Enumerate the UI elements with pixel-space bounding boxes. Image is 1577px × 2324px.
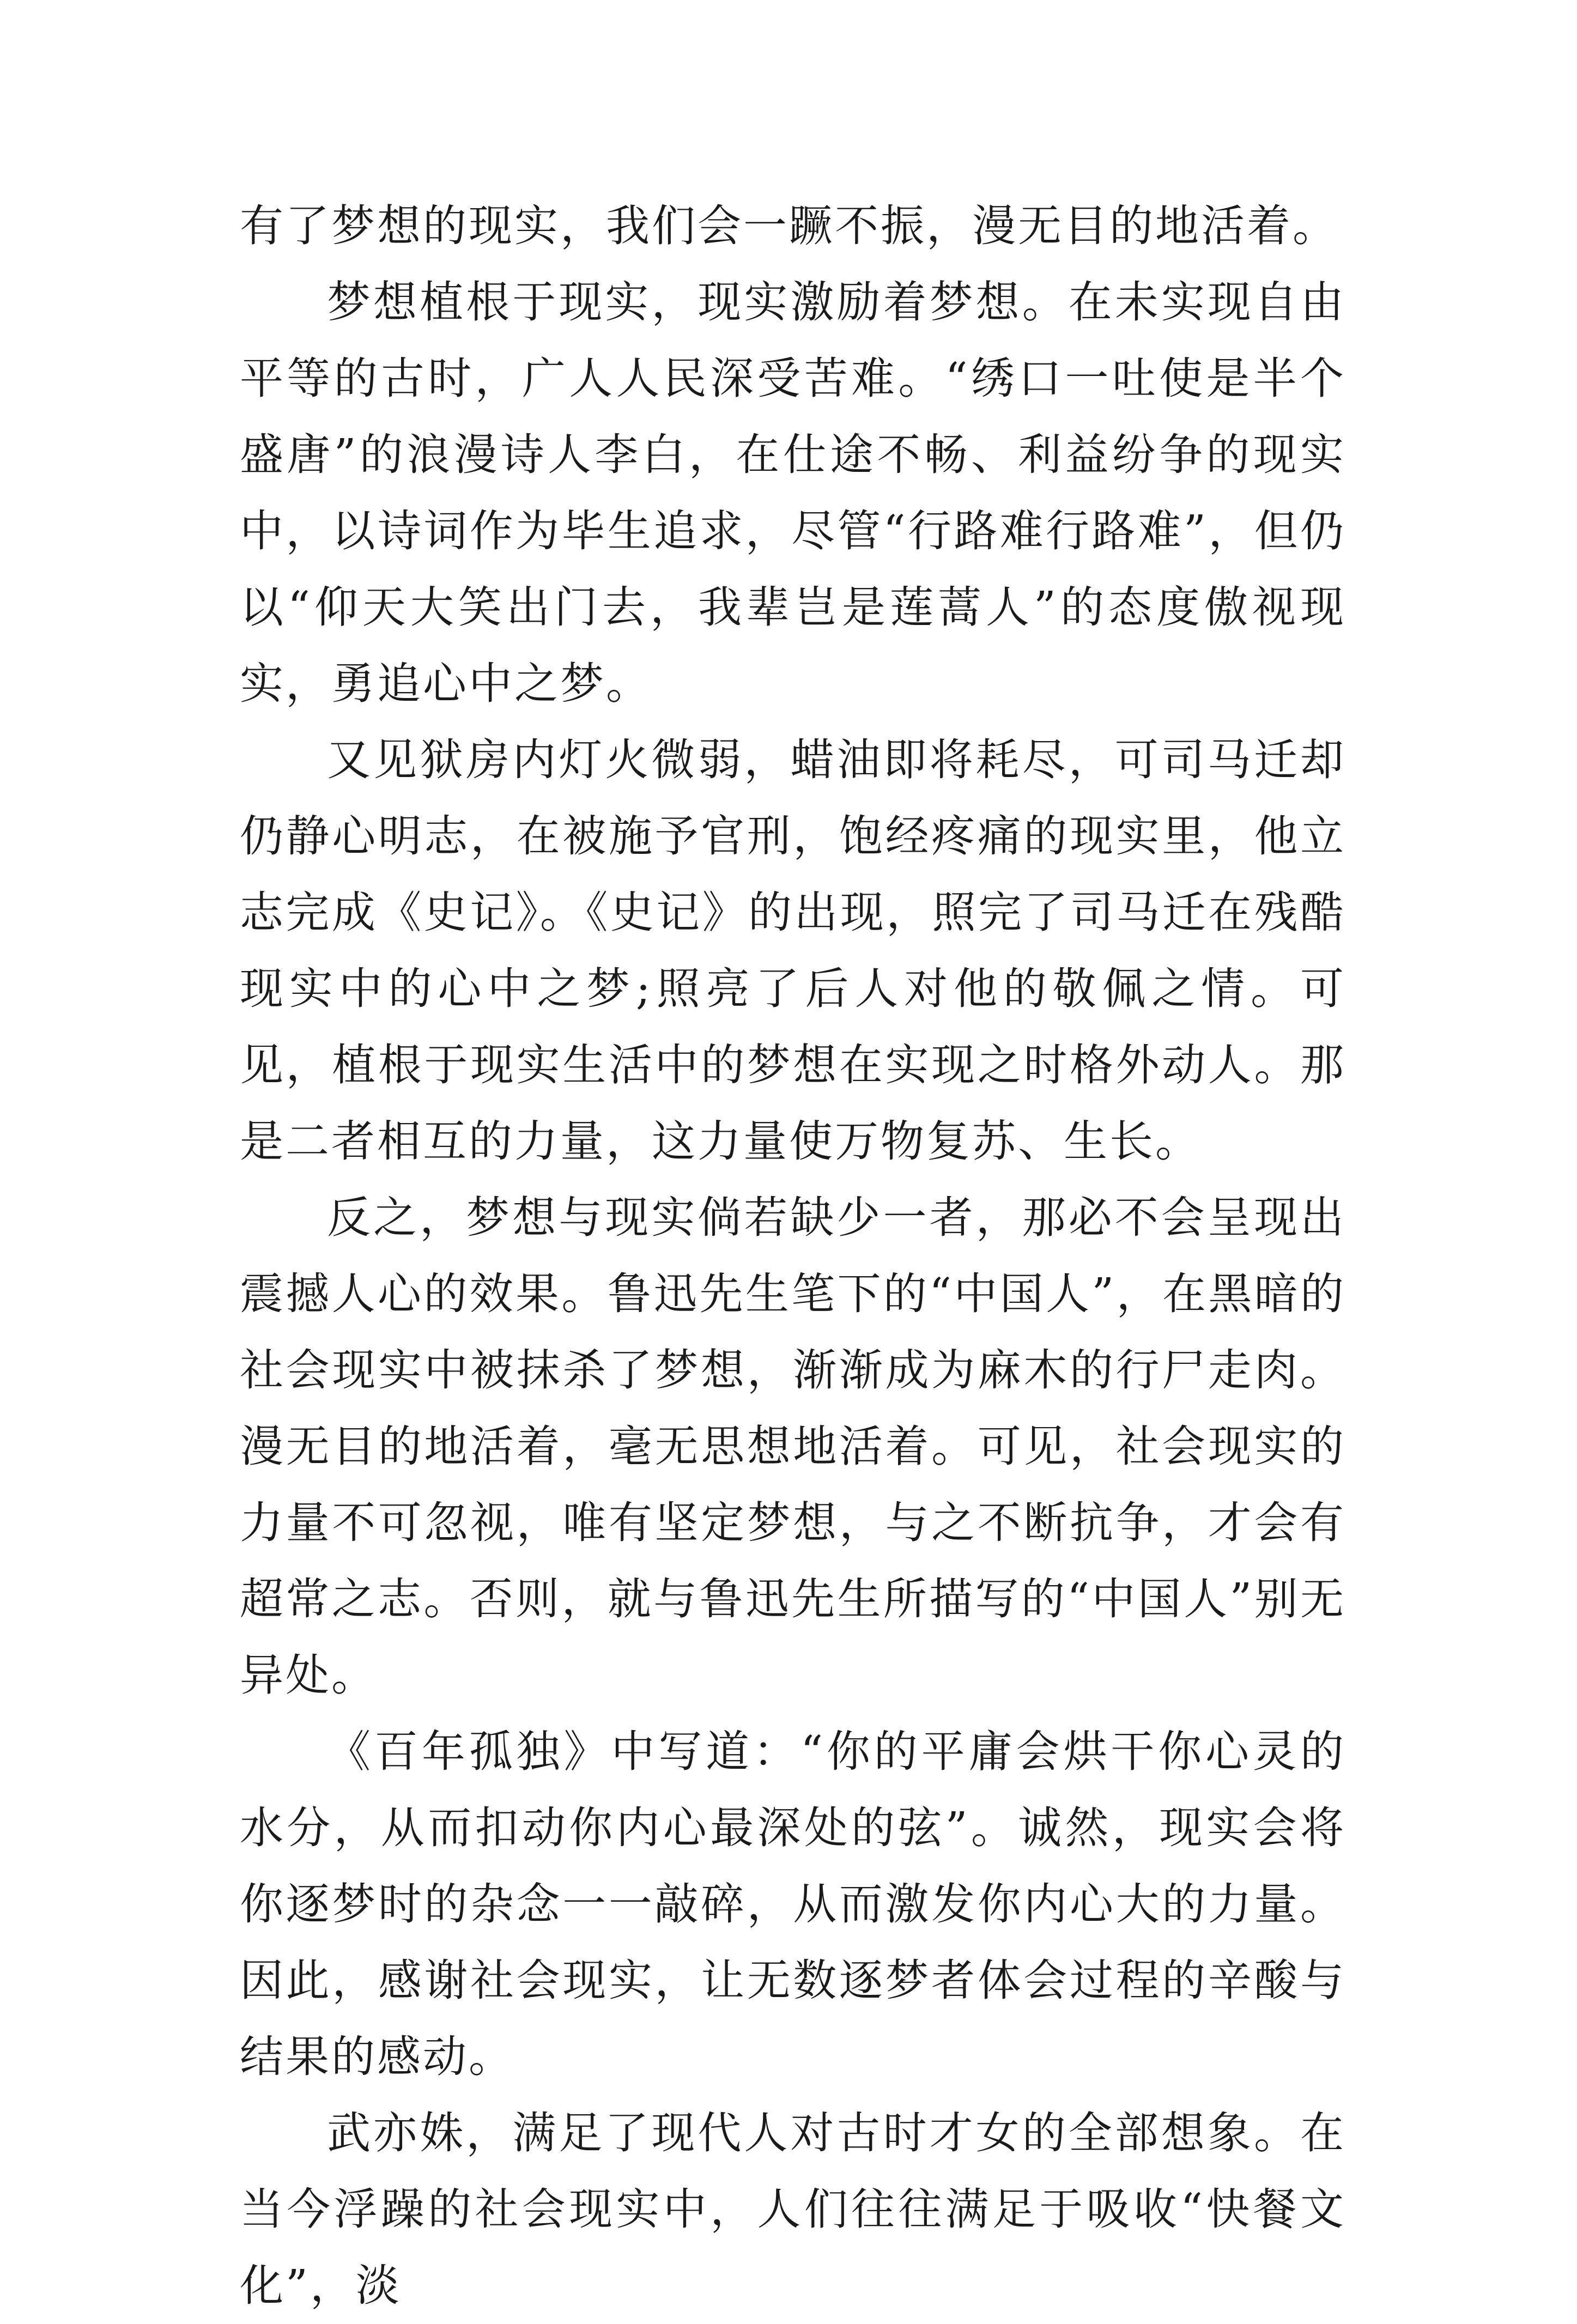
paragraph-2: 梦想植根于现实，现实激励着梦想。在未实现自由平等的古时，广人人民深受苦难。“绣口一吐使是半个盛唐”的浪漫诗人李白，在仕途不畅、利益纷争的现实中，以诗词作为毕生追求，尽管“行路难行路难”，但仍以“仰天大笑出门去，我辈岂是莲蒿人”的态度傲视现实，勇追心中之梦。 [240,277,1346,709]
paragraph-3: 又见狱房内灯火微弱，蜡油即将耗尽，可司马迁却仍静心明志，在被施予官刑，饱经疼痛的现实里，他立志完成《史记》。《史记》的出现，照完了司马迁在残酷现实中的心中之梦;照亮了后人对他的敬佩之情。可见，植根于现实生活中的梦想在实现之时格外动人。那是二者相互的力量，这力量使万物复苏、生长。 [240,735,1346,1167]
essay-body [240,188,1346,2324]
paragraph-1: 有了梦想的现实，我们会一蹶不振，漫无目的地活着。 [240,201,1338,251]
paragraph-6: 武亦姝，满足了现代人对古时才女的全部想象。在当今浮躁的社会现实中，人们往往满足于吸收“快餐文化”，淡 [240,2108,1346,2311]
paragraph-4: 反之，梦想与现实倘若缺少一者，那必不会呈现出震撼人心的效果。鲁迅先生笔下的“中国人”，在黑暗的社会现实中被抹杀了梦想，渐渐成为麻木的行尸走肉。漫无目的地活着，毫无思想地活着。可见，社会现实的力量不可忽视，唯有坚定梦想，与之不断抗争，才会有超常之志。否则，就与鲁迅先生所描写的“中国人”别无异处。 [240,1192,1346,1701]
paragraph-5: 《百年孤独》中写道：“你的平庸会烘干你心灵的水分，从而扣动你内心最深处的弦”。诚然，现实会将你逐梦时的杂念一一敲碎，从而激发你内心大的力量。因此，感谢社会现实，让无数逐梦者体会过程的辛酸与结果的感动。 [240,1726,1346,2082]
